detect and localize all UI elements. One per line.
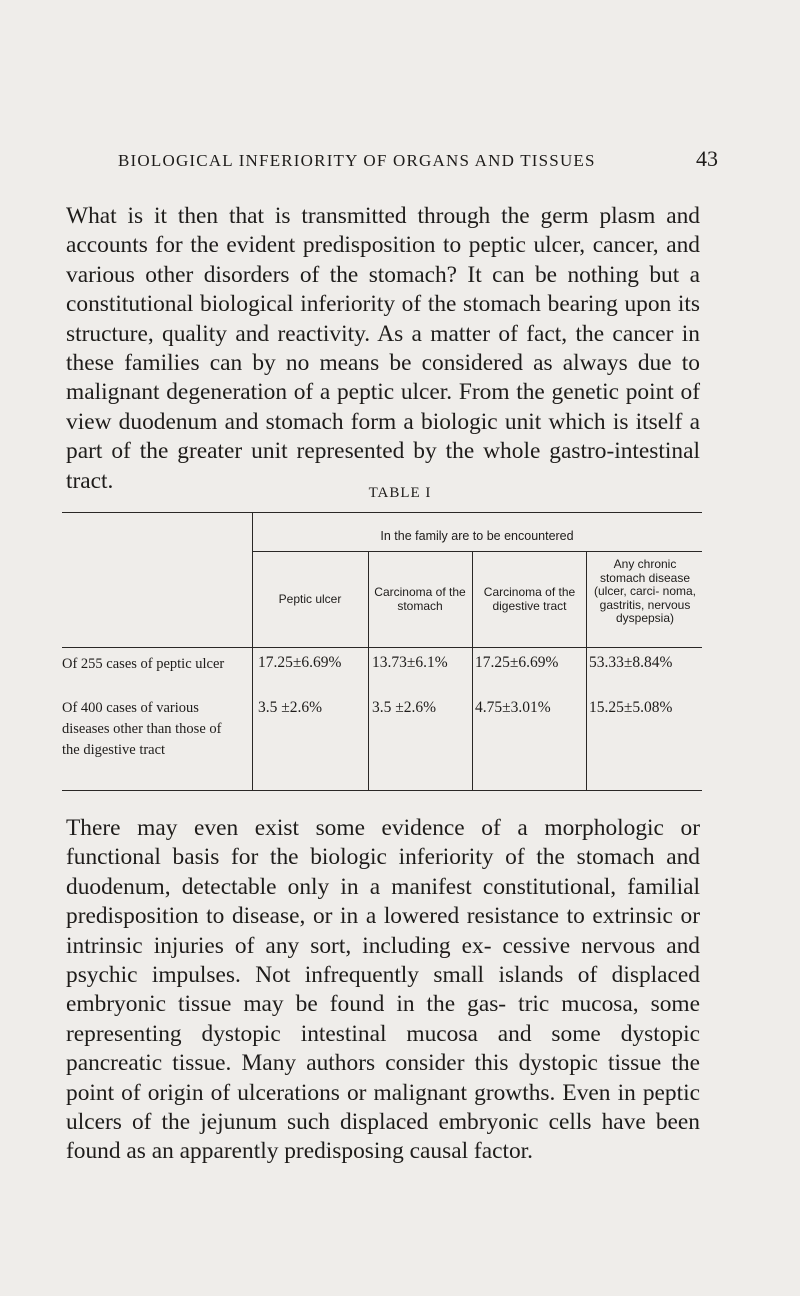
column-header-carcinoma-stomach: Carcinoma of the stomach [374,585,466,613]
super-header-rule [252,551,702,552]
header-rule [62,647,702,648]
column-divider [586,551,587,790]
table-cell: 3.5 ±2.6% [372,699,437,716]
table-bottom-rule [62,790,702,791]
running-head [118,146,718,172]
row-label-peptic-cases: Of 255 cases of peptic ulcer [62,656,225,672]
table-caption: TABLE I [368,485,432,501]
table-cell: 17.25±6.69% [475,654,559,671]
column-divider [368,551,369,790]
table-cell: 4.75±3.01% [475,699,551,716]
row-label-other-cases: Of 400 cases of various diseases other than those of the digestive tract [62,700,222,758]
column-header-carcinoma-digestive: Carcinoma of the digestive tract [483,585,576,613]
page-number: 43 [696,146,718,171]
column-header-peptic-ulcer: Peptic ulcer [278,592,342,606]
super-header: In the family are to be encountered [380,529,574,543]
paragraph-2: There may even exist some evidence of a morphologic or functional basis for the biologic inferiority of the stomach and duodenum, detectable only in a manifest constitutional, familial predisposition to disease, or in a lowered resistance to extrinsic or intrinsic injuries of any sort, including ex- cessive nervous and psychic impulses. Not infrequently small islands of displaced embryonic tissue may be found in the gas- tric mucosa, some representing dystopic intestinal mucosa and some dystopic pancreatic tissue. Many authors consider this dystopic tissue the point of origin of ulcerations or malignant growths. Even in peptic ulcers of the jejunum such displaced embryonic cells have been found as an apparently predisposing causal factor. [66,815,700,1165]
column-header-chronic-disease: Any chronic stomach disease (ulcer, carci- noma, gastritis, nervous dyspepsia) [593,557,697,625]
running-title: BIOLOGICAL INFERIORITY OF ORGANS AND TISSUES [118,151,596,170]
paragraph-1: What is it then that is transmitted through the germ plasm and accounts for the evident predisposition to peptic ulcer, cancer, and various other disorders of the stomach? It can be nothing but a constitutional biological inferiority of the stomach bearing upon its structure, quality and reactivity. As a matter of fact, the cancer in these families can by no means be considered as always due to malignant degeneration of a peptic ulcer. From the genetic point of view duodenum and stomach form a biologic unit which is itself a part of the greater unit represented by the whole gastro-intestinal tract. [66,203,700,494]
table-top-rule [62,512,702,513]
table-cell: 53.33±8.84% [589,654,673,671]
table-cell: 17.25±6.69% [258,654,342,671]
table-cell: 3.5 ±2.6% [258,699,323,716]
data-table [62,512,702,792]
table-cell: 13.73±6.1% [372,654,448,671]
column-divider [252,512,253,790]
table-cell: 15.25±5.08% [589,699,673,716]
